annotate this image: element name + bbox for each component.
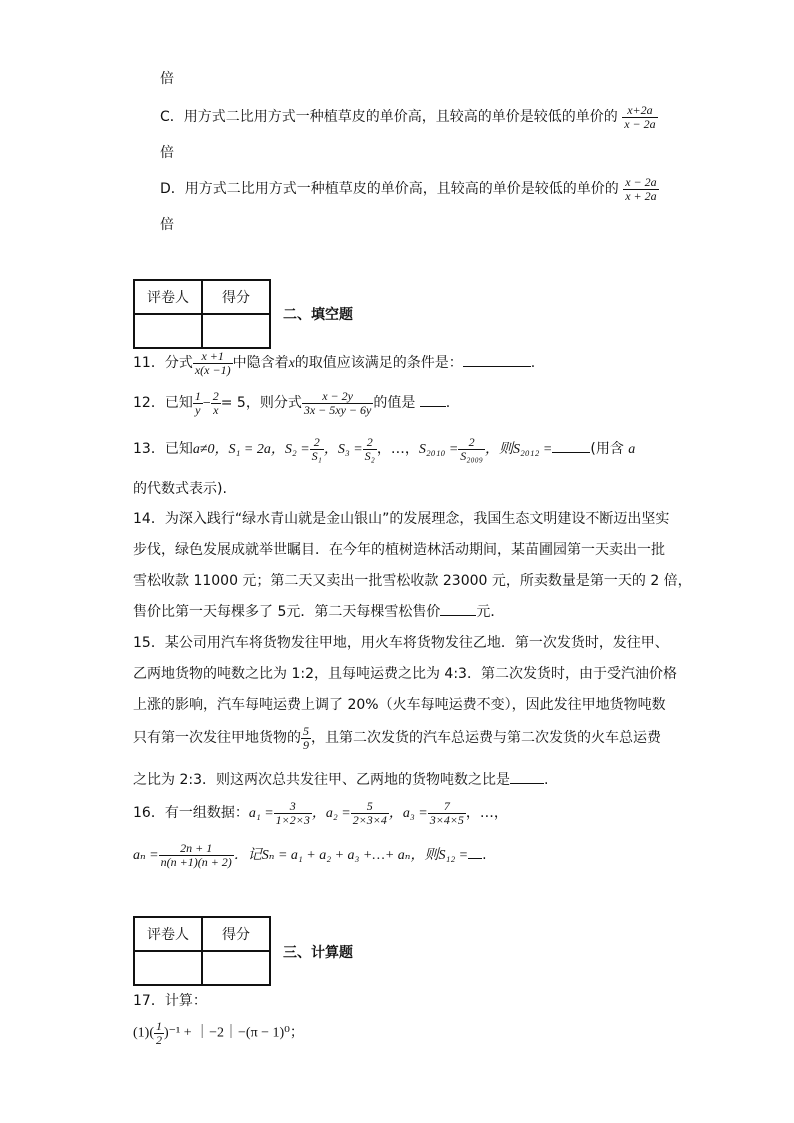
q15-line-2: 乙两地货物的吨数之比为 1:2，且每吨运费之比为 4:3．第二次发货时，由于受汽油价格	[133, 666, 677, 682]
q15-fraction	[301, 725, 311, 751]
question-16	[133, 800, 508, 826]
q14-line-4-end: 元．	[476, 604, 505, 620]
q13-line-2: 的代数式表示).	[133, 481, 227, 497]
option-c-fraction	[622, 104, 657, 130]
q12-fraction-1	[193, 390, 203, 416]
q13-s3-label: ，S₃ =	[323, 442, 363, 458]
q11-fraction	[193, 350, 233, 376]
q15-line-1: 15．某公司用汽车将货物发往甲地，用火车将货物发往乙地．第一次发货时，发往甲、	[133, 635, 669, 651]
option-c	[160, 104, 658, 130]
q14-line-3: 雪松收款 11000 元；第二天又卖出一批雪松收款 23000 元，所卖数量是第一天的 2 倍，	[133, 573, 692, 589]
q17-fraction	[154, 1020, 164, 1046]
q15-line-4-text: 只有第一次发往甲地货物的	[133, 730, 301, 747]
q12-f2-denominator: x	[213, 402, 219, 417]
option-c-numerator: x+2a	[622, 104, 657, 118]
q15-line-5	[133, 769, 548, 789]
q17-part-1-open: (1)(	[133, 1025, 154, 1041]
q16-question: ．记Sₙ = a₁ + a₂ + a₃ +…+ aₙ，则S₁₂ =	[233, 848, 469, 864]
score-header-2: 得分	[202, 917, 270, 951]
section-title-fill-blank: 二、填空题	[283, 307, 353, 323]
score-header: 得分	[202, 280, 270, 314]
option-d	[160, 176, 659, 202]
q11-question: 的取值应该满足的条件是：	[294, 355, 463, 372]
q12-question: 的值是	[373, 395, 416, 412]
q12-numerator: x − 2y	[302, 390, 374, 404]
q12-fraction-3	[302, 390, 374, 416]
q15-line-4	[133, 725, 661, 751]
q16-end: .	[482, 847, 487, 864]
q15-line-5-text: 之比为 2:3．则这两次总共发往甲、乙两地的货物吨数之比是	[133, 772, 510, 788]
option-c-denominator: x − 2a	[624, 116, 656, 131]
q16-line-2	[133, 842, 487, 868]
score-cell-2[interactable]	[202, 951, 270, 985]
option-b-tail: 倍	[160, 71, 174, 87]
q13-condition: a≠0，	[192, 442, 229, 458]
score-table-2	[133, 916, 271, 986]
option-d-text: D．用方式二比用方式一种植草皮的单价高，且较高的单价是较低的单价的	[160, 181, 619, 198]
q12-condition: = 5，则分式	[220, 395, 302, 412]
q16-a3-label: ，a₃ =	[388, 806, 428, 822]
score-table	[133, 279, 271, 349]
option-c-text: C．用方式二比用方式一种植草皮的单价高，且较高的单价是较低的单价的	[160, 109, 618, 126]
q12-fraction-2	[211, 390, 221, 416]
q16-a2-fraction	[351, 800, 389, 826]
q12-denominator: 3x − 5xy − 6y	[303, 402, 372, 417]
q12-answer-blank[interactable]	[420, 396, 446, 407]
score-cell[interactable]	[202, 314, 270, 348]
q16-a1-fraction	[274, 800, 312, 826]
q11-variable: x	[288, 356, 295, 372]
q16-an-fraction	[159, 842, 234, 868]
grader-cell[interactable]	[134, 314, 202, 348]
q16-an-numerator: 2n + 1	[159, 842, 234, 856]
q13-prefix: 13．已知	[133, 441, 193, 458]
q16-a2-label: ，a₂ =	[311, 806, 351, 822]
option-c-tail: 倍	[160, 145, 174, 161]
q13-s2010-denominator: S₂₀₀₉	[460, 448, 483, 463]
q13-s1: S₁ = 2a，	[228, 442, 285, 458]
q14-line-4-text: 售价比第一天每棵多了 5元．第二天每棵雪松售价	[133, 604, 441, 620]
q16-dots: ，…，	[465, 805, 508, 822]
q15-numerator: 5	[303, 724, 309, 738]
q16-a1-denominator: 1×2×3	[275, 812, 310, 827]
q17-title: 17．计算：	[133, 993, 207, 1009]
q15-answer-blank[interactable]	[510, 773, 544, 784]
q11-denominator: x(x −1)	[194, 362, 231, 377]
q16-a2-denominator: 2×3×4	[352, 812, 387, 827]
q11-end: .	[530, 355, 536, 372]
q12-minus: −	[202, 396, 211, 412]
q14-answer-blank[interactable]	[440, 605, 476, 616]
q17-denominator: 2	[156, 1032, 162, 1047]
q13-ask: ，则S₂₀₁₂ =	[484, 442, 553, 458]
q11-numerator: x +1	[193, 350, 233, 364]
option-d-tail: 倍	[160, 217, 174, 233]
grader-header-2: 评卷人	[134, 917, 202, 951]
q13-s3-numerator: 2	[363, 436, 377, 450]
q16-a1-numerator: 3	[274, 800, 312, 814]
q16-a3-fraction	[428, 800, 466, 826]
q16-an-label: aₙ =	[133, 848, 159, 864]
question-12	[133, 390, 450, 416]
q13-s2-denominator: S₁	[311, 448, 322, 463]
q16-answer-blank[interactable]	[468, 848, 482, 859]
q12-f1-numerator: 1	[194, 389, 201, 403]
q13-s3-denominator: S₂	[364, 448, 375, 463]
q16-a3-denominator: 3×4×5	[429, 812, 464, 827]
q14-line-4	[133, 601, 504, 621]
q11-prefix: 11．分式	[133, 355, 193, 372]
q13-s2-fraction	[310, 436, 324, 462]
grader-header: 评卷人	[134, 280, 202, 314]
q13-s2-numerator: 2	[310, 436, 324, 450]
q12-f2-numerator: 2	[212, 389, 219, 403]
q13-dots: ，…，	[376, 441, 419, 458]
q13-s2010-numerator: 2	[458, 436, 485, 450]
q13-s2010-fraction	[458, 436, 485, 462]
q15-denominator: 9	[303, 737, 309, 752]
q17-numerator: 1	[156, 1019, 162, 1033]
q16-an-denominator: n(n +1)(n + 2)	[160, 854, 232, 869]
q17-part-1-rest: )⁻¹ + ｜−2｜−(π − 1)⁰；	[164, 1025, 304, 1041]
q14-line-2: 步伐，绿色发展成就举世瞩目．在今年的植树造林活动期间，某苗圃园第一天卖出一批	[133, 542, 665, 558]
question-11	[133, 350, 535, 376]
q13-answer-blank[interactable]	[552, 442, 590, 453]
q16-a3-numerator: 7	[428, 800, 466, 814]
q17-part-1	[133, 1020, 304, 1046]
q13-s3-fraction	[363, 436, 377, 462]
option-d-numerator: x − 2a	[625, 175, 657, 189]
q13-s2010-label: S₂₀₁₀ =	[418, 442, 459, 458]
q13-note: (用含	[590, 441, 624, 458]
question-13	[133, 436, 635, 462]
q13-s2-label: S₂ =	[284, 442, 310, 458]
q14-line-1: 14．为深入践行“绿水青山就是金山银山”的发展理念，我国生态文明建设不断迈出坚实	[133, 511, 670, 527]
q15-line-5-end: .	[543, 772, 549, 788]
q16-a1-label: a₁ =	[248, 806, 274, 822]
grader-cell-2[interactable]	[134, 951, 202, 985]
q11-answer-blank[interactable]	[463, 356, 531, 367]
q12-end: .	[445, 395, 451, 412]
q16-a2-numerator: 5	[351, 800, 389, 814]
option-d-denominator: x + 2a	[625, 188, 657, 203]
q12-prefix: 12．已知	[133, 395, 193, 412]
q15-line-4-rest: ，且第二次发货的汽车总运费与第二次发货的火车总运费	[311, 730, 661, 747]
q13-variable: a	[628, 442, 636, 458]
q15-line-3: 上涨的影响，汽车每吨运费上调了 20%（火车每吨运费不变），因此发往甲地货物吨数	[133, 697, 666, 713]
q16-prefix: 16．有一组数据：	[133, 805, 249, 822]
option-d-fraction	[623, 176, 658, 202]
q12-f1-denominator: y	[195, 402, 201, 417]
q11-middle: 中隐含着	[232, 355, 289, 372]
section-title-calculation: 三、计算题	[283, 945, 353, 961]
